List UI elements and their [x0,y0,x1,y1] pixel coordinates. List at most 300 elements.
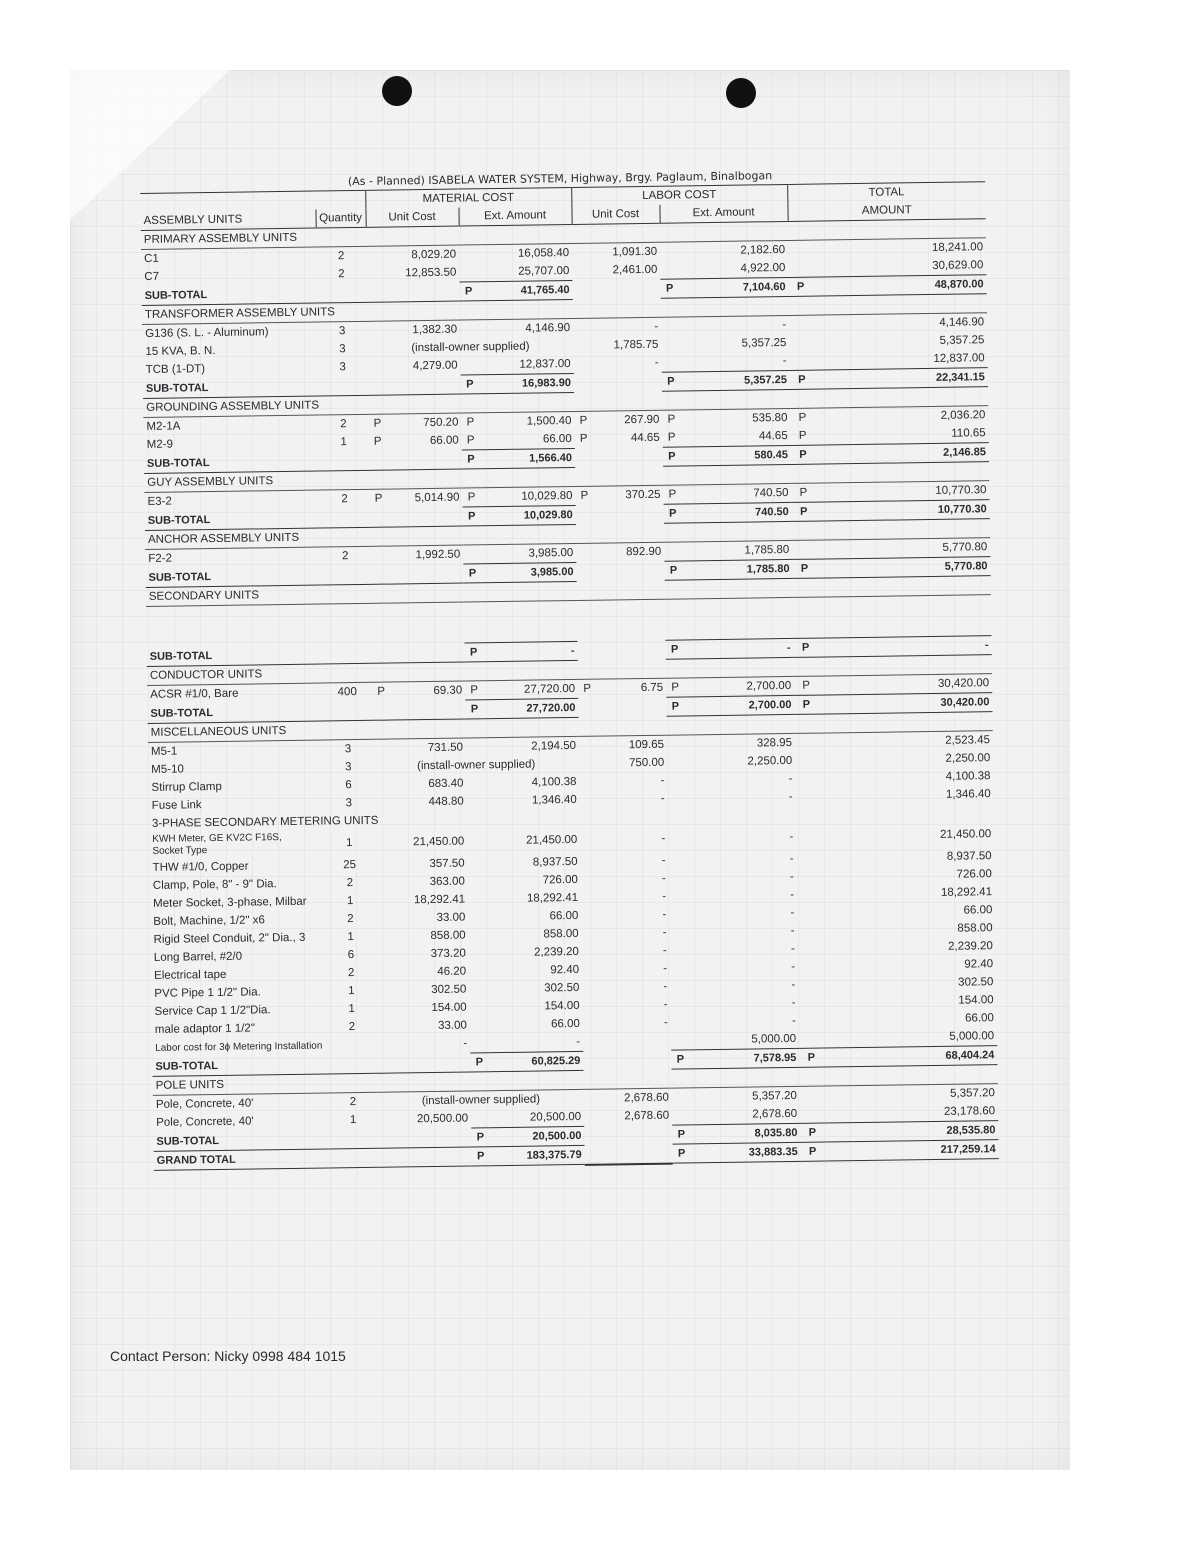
item-name: E3-2 [147,495,172,509]
peso-sign: P [792,502,816,521]
material-unit-cost: 302.50 [431,983,467,997]
labor-unit-cost: - [662,926,667,939]
material-unit-cost: 46.20 [437,965,467,978]
quantity [327,1036,377,1055]
total-amount: 18,241.00 [931,241,984,254]
peso-sign: P [663,447,681,466]
total-amount: 30,420.00 [937,677,990,690]
subtotal-label: SUB-TOTAL [152,1053,470,1076]
cost-table [140,181,999,1171]
material-ext-amount: 66.00 [549,909,579,923]
section-heading: TRANSFORMER ASSEMBLY UNITS [142,294,987,325]
peso-sign [788,240,812,259]
peso-sign [576,543,594,562]
peso-sign [661,335,679,353]
peso-sign [670,977,688,995]
item-name: G136 (S. L. - Aluminum) [145,326,269,340]
peso-sign: P [374,492,383,506]
item-name: C1 [144,252,159,265]
peso-sign [375,910,393,928]
peso-sign [664,542,682,561]
total-amount: 5,357.25 [939,334,985,347]
quantity: 2 [338,268,345,281]
item-name: Pole, Concrete, 40' [156,1115,254,1130]
peso-sign [581,925,599,943]
peso-sign [795,752,819,770]
labor-ext-amount: 1,785.80 [744,543,790,557]
peso-sign [574,355,592,374]
peso-sign [584,1089,602,1108]
total-amount: 2,239.20 [947,940,993,953]
material-ext-amount: 858.00 [543,927,579,941]
labor-unit-cost: 2,678.60 [624,1109,670,1123]
labor-unit-cost: - [660,792,665,805]
peso-sign [368,358,386,377]
item-name: TCB (1-DT) [145,363,206,377]
peso-sign [789,334,813,352]
material-ext-amount: 2,239.20 [534,945,579,959]
labor-unit-cost: 1,091.30 [612,245,658,259]
peso-sign [572,243,590,262]
total-amount: 4,146.90 [939,316,985,329]
peso-sign: P [791,445,815,464]
header-material-unit-cost: Unit Cost [365,208,458,228]
punch-hole-left [382,76,412,106]
peso-sign [469,944,487,962]
peso-sign: P [792,559,816,578]
peso-sign [584,1108,602,1127]
spacer [590,279,660,299]
total-amount: 23,178.60 [943,1105,996,1118]
grand-total-labor: 33,883.35 [691,1142,801,1163]
total-amount: 30,629.00 [932,259,984,272]
material-ext-amount: 66.00 [542,432,572,446]
peso-sign [573,337,591,355]
peso-sign [669,923,687,941]
peso-sign [378,1111,396,1130]
labor-unit-cost: 370.25 [625,489,661,502]
subtotal-total: 30,420.00 [818,693,992,714]
quantity: 6 [345,779,352,792]
install-note: (install-owner supplied) [411,340,530,355]
material-ext-amount: 4,146.90 [525,322,571,335]
peso-sign [469,980,487,998]
peso-sign [798,940,822,958]
material-ext-amount: 66.00 [550,1017,580,1031]
peso-sign [669,905,687,923]
peso-sign [797,868,821,886]
document-title: (As - Planned) ISABELA WATER SYSTEM, Highway, Brgy. Paglaum, Binalbogan [347,169,773,189]
peso-sign [660,242,678,261]
peso-sign [668,825,686,851]
subtotal-material: - [483,641,578,661]
peso-sign: P [673,1144,691,1163]
subtotal-total: 68,404.24 [823,1046,997,1067]
quantity: 1 [347,931,354,944]
labor-ext-amount: 5,357.25 [741,336,787,350]
spacer [585,1145,603,1164]
total-amount: 12,837.00 [933,352,985,365]
peso-sign: P [470,684,479,697]
quantity: 3 [344,743,352,756]
peso-sign [461,356,479,375]
item-name: male adaptor 1 1/2" [154,1022,255,1036]
labor-ext-amount: 2,250.00 [747,754,793,768]
peso-sign: P [579,433,588,446]
labor-ext-amount: - [789,830,794,843]
header-material-cost: MATERIAL COST [365,187,571,208]
subtotal-label: SUB-TOTAL [145,507,463,530]
peso-sign [467,828,485,854]
peso-sign [668,851,686,869]
peso-sign: P [461,375,479,394]
peso-sign [667,753,685,771]
quantity: 3 [338,325,346,338]
peso-sign [582,943,600,961]
labor-ext-amount: - [790,924,795,937]
header-amount: AMOUNT [787,200,985,221]
material-ext-amount: 12,837.00 [519,358,571,371]
labor-unit-cost [601,1032,671,1051]
subtotal-label: SUB-TOTAL [153,1128,471,1151]
item-name: Pole, Concrete, 40' [155,1097,254,1111]
item-name: M5-10 [151,763,184,776]
peso-sign: P [788,277,812,296]
labor-unit-cost: 750.00 [628,756,665,770]
install-note: (install-owner supplied) [417,758,536,773]
spacer [578,641,596,660]
peso-sign [581,889,599,907]
labor-unit-cost: 2,461.00 [612,264,658,277]
item-name: F2-2 [148,552,173,566]
peso-sign [788,259,812,278]
subtotal-labor: 740.50 [682,502,792,523]
total-amount: 110.65 [951,427,986,440]
peso-sign [660,260,678,279]
total-amount: 66.00 [963,904,993,917]
total-amount: 1,346.40 [945,788,991,801]
section-heading: MISCELLANEOUS UNITS [148,712,993,743]
material-ext-amount: 302.50 [544,981,580,995]
peso-sign [374,830,392,856]
labor-ext-amount: - [790,888,795,901]
spacer [592,372,662,392]
subtotal-labor: - [684,638,794,659]
peso-sign: P [373,435,382,449]
item-name: 15 KVA, B. N. [145,344,216,358]
quantity: 2 [342,550,349,563]
item-name: ACSR #1/0, Bare [150,687,239,702]
material-ext-amount: 16,058.40 [517,247,570,260]
section-heading: GROUNDING ASSEMBLY UNITS [143,387,988,418]
material-unit-cost: 363.00 [429,875,465,889]
peso-sign [468,890,486,908]
material-ext-amount: - [576,1035,581,1048]
install-note: (install-owner supplied) [421,1093,541,1108]
total-amount: 66.00 [964,1012,994,1025]
peso-sign: P [373,417,382,430]
peso-sign [796,788,820,806]
section-heading: SECONDARY UNITS [146,576,991,607]
material-ext-amount: 18,292.41 [526,891,579,905]
peso-sign [470,1034,488,1053]
material-unit-cost: 683.40 [428,777,464,791]
quantity: 2 [337,250,345,263]
subtotal-material: 27,720.00 [483,698,578,718]
header-total: TOTAL [787,182,985,203]
subheading: 3-PHASE SECONDARY METERING UNITS [151,814,379,830]
peso-sign: P [668,488,677,501]
peso-sign [463,545,481,564]
peso-sign [366,246,384,265]
peso-sign [467,792,485,810]
peso-sign [662,353,680,372]
total-amount: 5,000.00 [949,1030,995,1043]
material-unit-cost: 8,029.20 [411,248,457,262]
material-unit-cost: 1,992.50 [415,548,461,562]
material-unit-cost: 858.00 [430,929,466,943]
spacer [596,697,666,717]
header-material-ext-amount: Ext. Amount [458,206,571,226]
peso-sign: P [790,370,814,389]
item-name: Labor cost for 3ɸ Metering Installation [155,1040,323,1054]
subtotal-total: - [818,636,992,657]
peso-sign [796,850,820,868]
material-unit-cost: 731.50 [427,741,464,755]
peso-sign [670,995,688,1013]
spacer [594,504,664,524]
subtotal-label: SUB-TOTAL [147,643,465,666]
subtotal-labor: 7,578.95 [689,1048,799,1069]
material-unit-cost: 154.00 [431,1001,467,1015]
labor-unit-cost: 892.90 [626,546,662,559]
peso-sign: P [799,486,808,499]
labor-ext-amount: 5,357.20 [752,1089,797,1103]
labor-ext-amount: - [790,942,795,955]
peso-sign [467,854,485,872]
labor-ext-amount: 44.65 [758,429,788,443]
quantity: 25 [343,859,357,872]
item-name: Service Cap 1 1/2"Dia. [154,1004,271,1018]
labor-unit-cost: - [661,832,666,845]
peso-sign: P [660,279,678,298]
quantity: 2 [349,1096,357,1109]
labor-ext-amount: - [789,870,794,883]
item-name: PVC Pipe 1 1/2" Dia. [154,986,261,1000]
peso-sign: P [462,450,480,469]
subtotal-label: SUB-TOTAL [147,700,465,723]
quantity: 3 [339,343,346,356]
item-name: Long Barrel, #2/0 [153,950,243,964]
peso-sign [582,997,600,1015]
total-amount: 8,937.50 [946,850,992,863]
header-labor-unit-cost: Unit Cost [571,205,659,225]
peso-sign: P [799,1048,823,1067]
material-ext-amount: 4,100.38 [531,775,577,789]
item-name-line2: Socket Type [152,845,208,857]
peso-sign: P [377,685,386,698]
material-ext-amount: 1,500.40 [526,415,572,428]
item-name: Meter Socket, 3-phase, Milbar [153,895,307,910]
labor-ext-amount: 2,182.60 [740,244,786,257]
spacer [572,280,590,299]
subtotal-labor: 5,357.25 [680,370,790,391]
labor-unit-cost: - [654,357,659,370]
peso-sign [670,941,688,959]
subtotal-total: 10,770.30 [816,500,990,521]
spacer [576,562,594,581]
labor-unit-cost: 6.75 [640,681,664,695]
quantity: 1 [346,895,354,908]
material-ext-amount: 21,450.00 [526,833,578,847]
labor-unit-cost: - [662,944,667,957]
peso-sign [797,886,821,904]
peso-sign: P [794,638,818,657]
subtotal-material: 1,566.40 [480,448,575,468]
total-amount: 18,292.41 [940,886,993,899]
peso-sign [471,1109,489,1128]
material-unit-cost: 1,382.30 [412,323,458,337]
labor-ext-amount: - [789,852,794,865]
quantity: 3 [345,797,353,810]
peso-sign [797,922,821,940]
peso-sign [796,824,820,850]
peso-sign [470,1016,488,1034]
subtotal-material: 10,029.80 [481,505,576,525]
peso-sign [469,998,487,1016]
spacer [575,448,593,467]
peso-sign [579,736,597,755]
contact-person: Contact Person: Nicky 0998 484 1015 [110,1348,346,1364]
total-amount: 10,770.30 [935,484,987,497]
material-ext-amount: 27,720.00 [523,682,576,696]
peso-sign: P [580,490,589,503]
peso-sign [667,735,685,754]
labor-unit-cost: - [663,962,668,975]
grand-total-material: 183,375.79 [490,1145,585,1165]
peso-sign [468,872,486,890]
peso-sign [668,789,686,807]
subtotal-material: 41,765.40 [477,280,572,300]
section-heading: CONDUCTOR UNITS [147,655,992,686]
peso-sign [469,962,487,980]
subtotal-material: 3,985.00 [481,562,576,582]
labor-ext-amount: 740.50 [753,486,789,500]
quantity: 1 [349,1114,357,1127]
peso-sign: P [583,683,592,696]
subtotal-labor: 2,700.00 [684,695,794,716]
peso-sign: P [662,372,680,391]
item-name: M2-1A [146,420,181,433]
item-name [149,830,324,858]
labor-unit-cost: 109.65 [628,738,665,752]
peso-sign: P [471,1128,489,1147]
material-unit-cost: 18,292.41 [413,893,466,907]
peso-sign: P [667,431,676,444]
material-unit-cost: 357.50 [429,857,465,871]
peso-sign: P [463,564,481,583]
quantity: 1 [348,985,355,998]
item-name: M2-9 [146,438,174,452]
item-name: THW #1/0, Copper [152,860,249,874]
peso-sign: P [466,416,475,429]
peso-sign [800,1086,824,1105]
punch-hole-right [726,78,756,108]
material-ext-amount: 8,937.50 [532,855,578,869]
subtotal-labor: 580.45 [681,445,791,466]
labor-ext-amount: 2,700.00 [746,679,792,693]
spacer [574,373,592,392]
material-ext-amount: 20,500.00 [529,1110,582,1124]
peso-sign [792,540,816,559]
spacer [578,698,596,717]
quantity: 1 [346,837,353,850]
total-amount: 5,357.20 [950,1087,995,1100]
peso-sign [374,856,392,874]
material-ext-amount: 10,029.80 [521,489,573,503]
header-labor-cost: LABOR COST [571,184,787,206]
quantity: 1 [340,436,347,449]
total-amount: 92.40 [964,958,994,971]
peso-sign: P [664,504,682,523]
subtotal-total: 5,770.80 [816,557,990,578]
labor-unit-cost: - [661,872,666,885]
header-assembly-units: ASSEMBLY UNITS [143,213,243,227]
peso-sign [670,959,688,977]
material-unit-cost: 33.00 [436,911,466,924]
quantity: 2 [347,913,354,926]
peso-sign [582,961,600,979]
peso-sign [667,771,685,789]
labor-unit-cost: - [660,774,665,787]
peso-sign [580,791,598,809]
peso-sign [376,964,394,982]
labor-unit-cost: 44.65 [630,432,660,445]
peso-sign: P [465,700,483,719]
peso-sign [573,318,591,337]
peso-sign: P [794,695,818,714]
header-quantity: Quantity [315,209,365,228]
total-amount: 2,250.00 [945,752,991,765]
subtotal-labor: 8,035.80 [690,1123,800,1144]
peso-sign: P [802,679,811,692]
subtotal-labor: 1,785.80 [682,559,792,580]
material-unit-cost: - [463,1037,468,1050]
peso-sign: P [667,413,676,426]
peso-sign [375,928,393,946]
material-ext-amount: 2,194.50 [531,739,577,753]
material-ext-amount: 92.40 [550,963,580,977]
labor-unit-cost: - [663,1016,668,1029]
peso-sign [377,1018,395,1036]
peso-sign [661,317,679,336]
peso-sign: P [459,282,477,301]
subtotal-label: SUB-TOTAL [144,450,462,473]
spacer [576,505,594,524]
peso-sign [669,869,687,887]
subtotal-total: 22,341.15 [814,368,988,389]
section-heading: PRIMARY ASSEMBLY UNITS [141,219,986,250]
quantity: 2 [348,1021,356,1034]
peso-sign: P [800,1123,824,1142]
subtotal-material: 60,825.29 [488,1051,583,1071]
peso-sign: P [664,561,682,580]
subtotal-total: 48,870.00 [812,275,986,296]
labor-unit-cost: - [663,980,668,993]
material-unit-cost: 21,450.00 [413,835,465,849]
material-unit-cost: 373.20 [430,947,466,961]
peso-sign [375,892,393,910]
